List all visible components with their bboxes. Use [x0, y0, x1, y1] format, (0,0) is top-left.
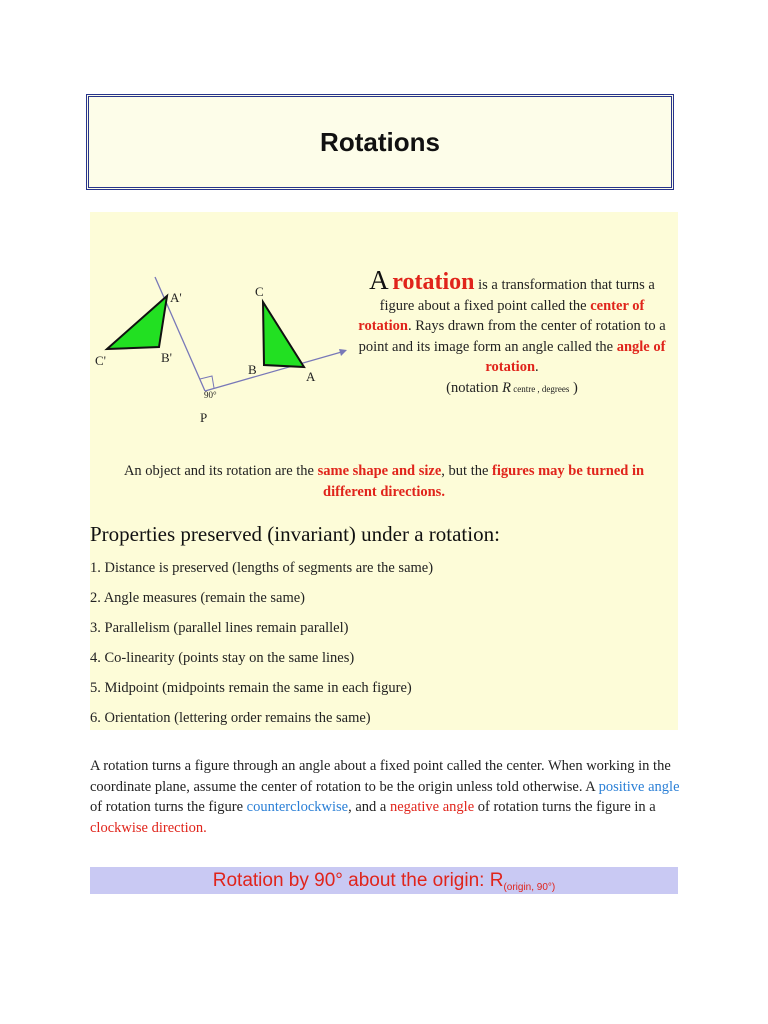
summary-highlight-2: figures may be turned in different directions. [323, 463, 645, 500]
original-triangle [263, 302, 304, 367]
section-header-text: Rotation by 90° about the origin: R [212, 870, 504, 891]
list-item: 1. Distance is preserved (lengths of segments are the same) [90, 560, 434, 576]
label-c-prime: C' [95, 353, 107, 368]
list-item: 5. Midpoint (midpoints remain the same in each figure) [90, 680, 412, 696]
summary-highlight-1: same shape and size [317, 463, 442, 479]
notation-suffix: ) [569, 379, 578, 396]
explanation-paragraph [90, 756, 680, 838]
positive-angle-term: positive angle [598, 778, 680, 795]
center-of-rotation-term: center of rotation [358, 297, 645, 334]
definition-text-1: is a transformation that turns a figure about a fixed point called the [379, 277, 655, 314]
paragraph-part-1: A rotation turns a figure through an angle about a fixed point called the center. When working in the coordinate plane, assume the center of rotation to be the origin unless told otherwise. A [90, 758, 671, 795]
label-a: A [306, 369, 316, 384]
label-a-prime: A' [170, 290, 182, 305]
definition-term: rotation [392, 269, 475, 295]
paragraph-part-4: of rotation turns the figure in a [474, 799, 656, 815]
properties-heading: Properties preserved (invariant) under a rotation: [90, 522, 500, 546]
notation-prefix: (notation [446, 379, 503, 396]
label-p: P [200, 410, 208, 425]
properties-list [90, 556, 433, 736]
page-title: Rotations [320, 126, 440, 157]
section-header-sub: (origin, 90°) [503, 882, 556, 893]
list-item: 4. Co-linearity (points stay on the same lines) [90, 650, 355, 666]
rotation-diagram [90, 212, 360, 432]
image-triangle [107, 296, 167, 349]
negative-angle-term: negative angle [389, 799, 475, 815]
title-box [86, 94, 674, 190]
label-b: B [248, 362, 257, 377]
paragraph-part-3: , and a [348, 799, 390, 815]
label-b-prime: B' [161, 350, 173, 365]
list-item: 6. Orientation (lettering order remains the same) [90, 710, 371, 726]
summary-part-1: An object and its rotation are the [123, 463, 318, 479]
definition-text-2: . Rays drawn from the center of rotation to a point and its image form an angle called the [358, 318, 666, 355]
label-c: C [255, 284, 264, 299]
summary-text [104, 461, 664, 503]
list-item: 2. Angle measures (remain the same) [90, 590, 306, 606]
definition-panel [90, 212, 678, 730]
clockwise-term: clockwise direction. [90, 819, 207, 836]
label-angle: 90° [204, 390, 217, 400]
ray-arrowhead [339, 349, 347, 356]
list-item: 3. Parallelism (parallel lines remain parallel) [90, 620, 349, 636]
counterclockwise-term: counterclockwise [246, 799, 349, 815]
rotation-definition [352, 265, 672, 399]
paragraph-part-2: of rotation turns the figure [90, 799, 247, 815]
angle-of-rotation-term: angle of rotation [485, 338, 666, 375]
angle-marker [200, 376, 214, 388]
definition-text-3: . [535, 359, 539, 375]
summary-part-2: , but the [441, 463, 493, 479]
notation-sub: centre , degrees [510, 383, 570, 394]
definition-big-a: A [369, 265, 389, 295]
notation-r: R [502, 379, 511, 396]
section-header-bar [90, 867, 678, 894]
